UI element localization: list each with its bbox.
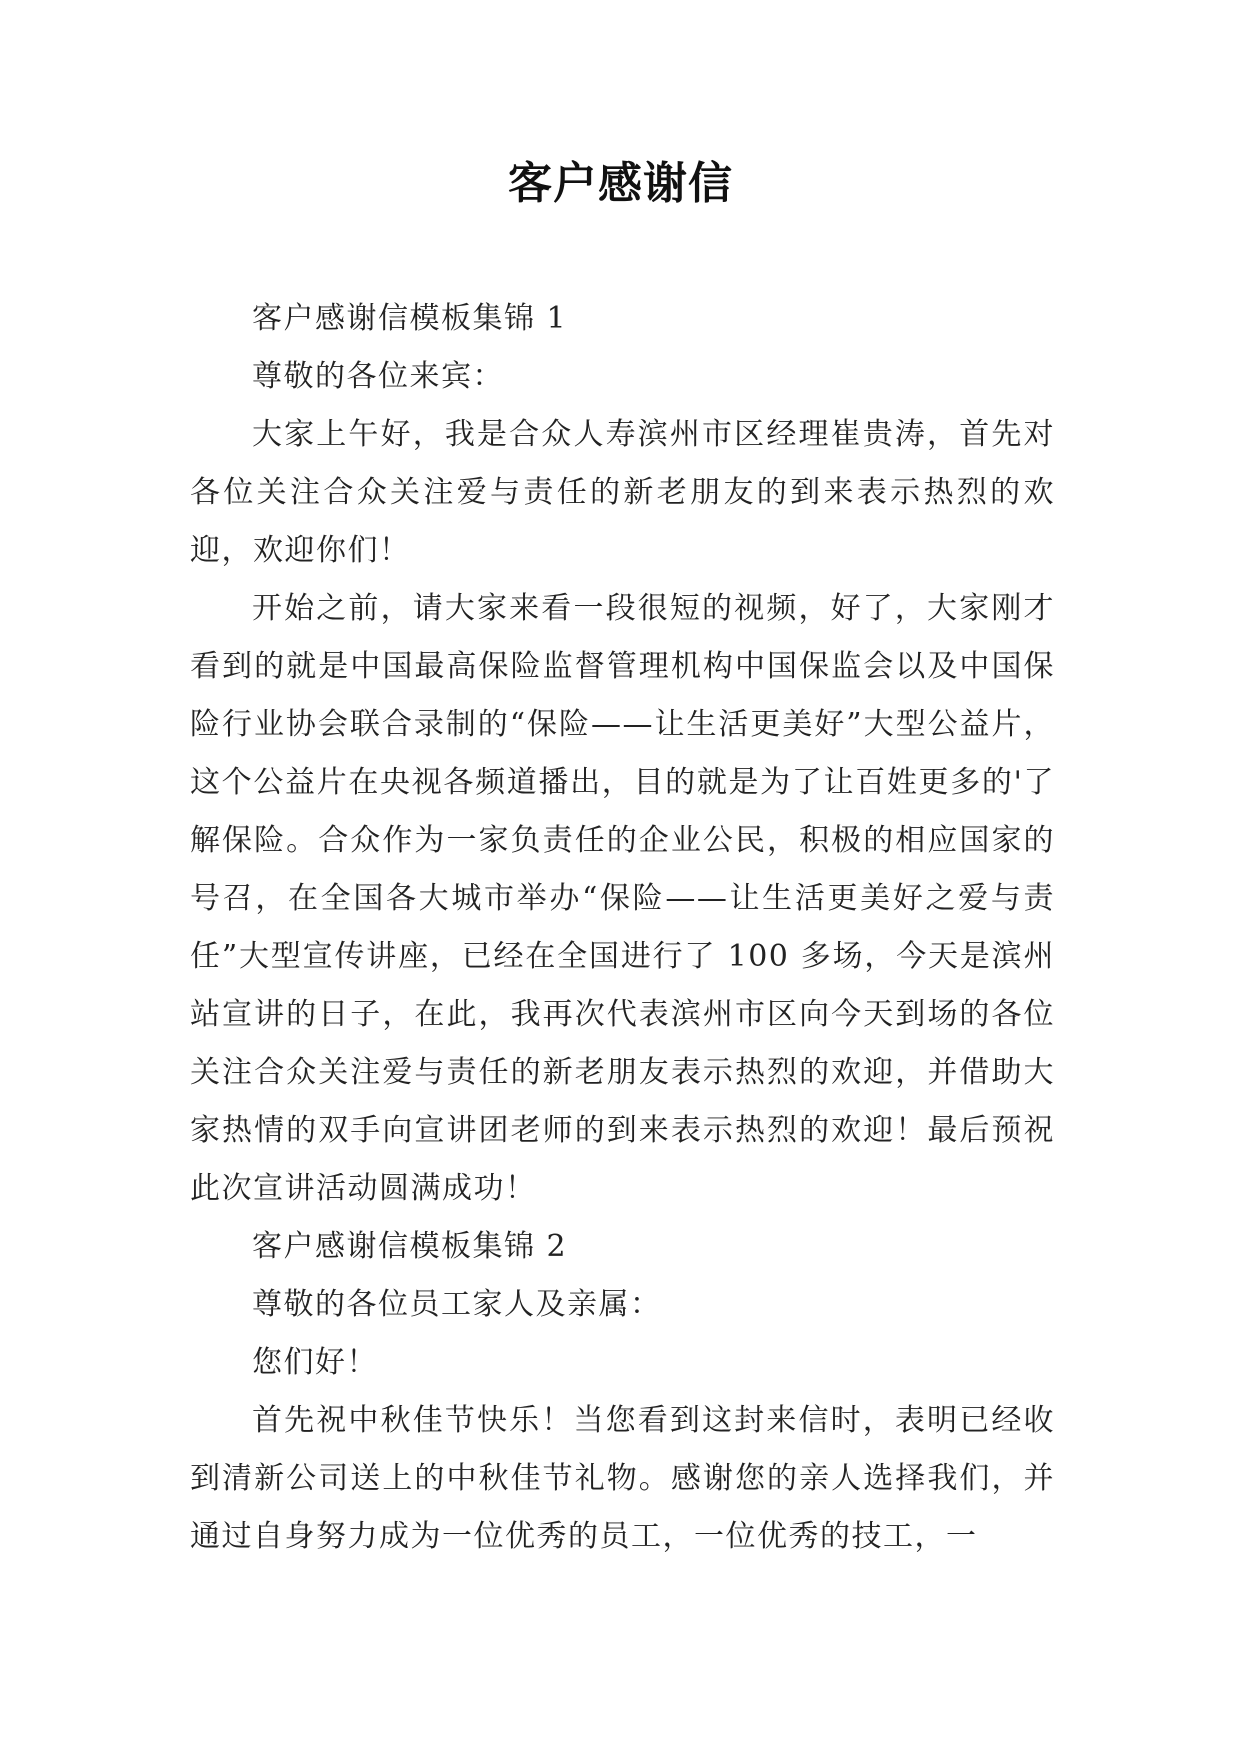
document-title: 客户感谢信 <box>508 158 733 209</box>
section-heading-2: 客户感谢信模板集锦 2 <box>252 1229 568 1264</box>
body-paragraph: 开始之前，请大家来看一段很短的视频，好了，大家刚才看到的就是中国最高保险监督管理机构中国保监会以及中国保险行业协会联合录制的“保险——让生活更美好”大型公益片，这个公益片在央视各频道播出，目的就是为了让百姓更多的'了解保险。合众作为一家负责任的企业公民，积极的相应国家的号召，在全国各大城市举办“保险——让生活更美好之爱与责任”大型宣传讲座，已经在全国进行了 100 多场，今天是滨州站宣讲的日子，在此，我再次代表滨州市区向今天到场的各位关注合众关注爱与责任的新老朋友表示热烈的欢迎，并借助大家热情的双手向宣讲团老师的到来表示热烈的欢迎！最后预祝此次宣讲活动圆满成功！ <box>190 591 1055 1206</box>
body-paragraph: 首先祝中秋佳节快乐！当您看到这封来信时，表明已经收到清新公司送上的中秋佳节礼物。感谢您的亲人选择我们，并通过自身努力成为一位优秀的员工，一位优秀的技工，一 <box>190 1403 1055 1554</box>
salutation-1: 尊敬的各位来宾： <box>252 359 504 394</box>
section-heading-1: 客户感谢信模板集锦 1 <box>252 301 568 336</box>
greeting-line: 您们好！ <box>252 1345 378 1380</box>
document-body <box>190 290 1055 1566</box>
body-paragraph: 大家上午好，我是合众人寿滨州市区经理崔贵涛，首先对各位关注合众关注爱与责任的新老朋友的到来表示热烈的欢迎，欢迎你们！ <box>190 417 1055 568</box>
salutation-2: 尊敬的各位员工家人及亲属： <box>252 1287 662 1322</box>
